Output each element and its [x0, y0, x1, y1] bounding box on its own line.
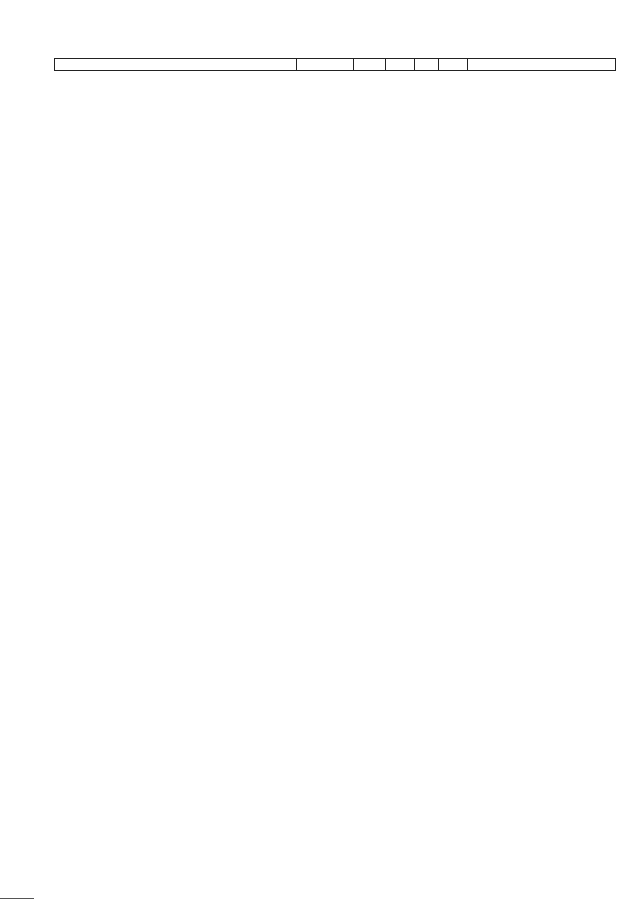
header-row	[55, 59, 616, 71]
header-cell-section	[386, 59, 415, 71]
header-cell-ministry	[354, 59, 386, 71]
budget-table	[54, 58, 616, 71]
header-cell-type	[439, 59, 468, 71]
scan-edge-mark	[0, 898, 34, 899]
header-cell-amount	[468, 59, 616, 71]
header-cell-code	[297, 59, 354, 71]
table-body	[55, 59, 616, 71]
header-cell-subsection	[415, 59, 439, 71]
header-cell-name	[55, 59, 297, 71]
